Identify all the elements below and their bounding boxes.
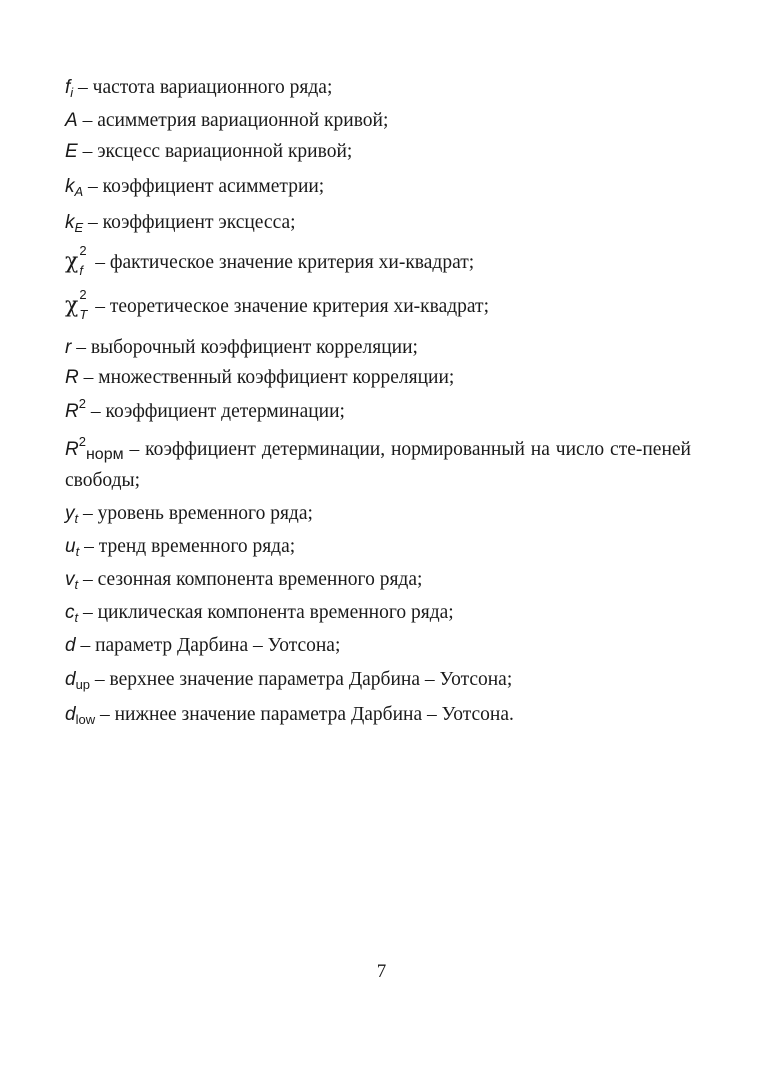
definition: – коэффициент асимметрии; xyxy=(88,176,325,197)
definition: – уровень временного ряда; xyxy=(83,503,313,524)
list-item xyxy=(65,242,695,278)
symbol-subscript: E xyxy=(74,220,84,235)
symbol-subscript: t xyxy=(74,511,79,526)
definition: – частота вариационного ряда; xyxy=(78,77,333,98)
symbol: d xyxy=(65,704,76,725)
symbol: χ xyxy=(65,249,79,274)
symbol: E xyxy=(65,141,78,162)
definition: – асимметрия вариационной кривой; xyxy=(82,110,389,131)
symbol: y xyxy=(65,503,75,524)
list-item xyxy=(65,209,695,236)
definition: – эксцесс вариационной кривой; xyxy=(82,141,353,162)
list-item xyxy=(65,364,695,391)
definition: – коэффициент эксцесса; xyxy=(88,212,296,233)
list-item xyxy=(65,334,695,361)
definition: – фактическое значение критерия хи-квадрат; xyxy=(95,252,475,273)
symbol-subscript: up xyxy=(75,677,91,692)
definition: – тренд временного ряда; xyxy=(84,536,296,557)
symbol-subscript: A xyxy=(74,184,84,199)
list-item xyxy=(65,138,695,165)
definition: – теоретическое значение критерия хи-квадрат; xyxy=(95,296,489,317)
list-item xyxy=(65,107,695,134)
list-item xyxy=(65,533,695,560)
definition: – выборочный коэффициент корреляции; xyxy=(76,337,418,358)
symbol: R xyxy=(65,367,79,388)
symbol-subscript: норм xyxy=(85,446,124,463)
definition: – параметр Дарбина – Уотсона; xyxy=(80,635,341,656)
symbol-subscript: f xyxy=(79,262,83,278)
list-item xyxy=(65,701,695,728)
definition: – множественный коэффициент корреляции; xyxy=(83,367,455,388)
list-item xyxy=(65,632,695,659)
symbol-subscript: T xyxy=(79,306,88,322)
list-item xyxy=(65,286,695,322)
list-item xyxy=(65,434,691,496)
symbol: d xyxy=(65,635,76,656)
definition: – верхнее значение параметра Дарбина – Уотсона; xyxy=(94,669,513,690)
symbol: R xyxy=(65,401,79,422)
symbol-indices xyxy=(78,242,90,278)
symbol: f xyxy=(65,77,71,98)
symbol: χ xyxy=(65,293,79,318)
symbol-subscript: t xyxy=(75,544,80,559)
definition: – коэффициент детерминации; xyxy=(90,401,345,422)
symbol: A xyxy=(65,110,78,131)
symbol: c xyxy=(65,602,75,623)
list-item xyxy=(65,566,695,593)
symbol: k xyxy=(65,176,75,197)
symbol-subscript: i xyxy=(70,85,74,100)
symbol-subscript: low xyxy=(75,712,96,727)
symbol-subscript: t xyxy=(74,577,79,592)
symbol: k xyxy=(65,212,75,233)
list-item xyxy=(65,74,695,101)
symbol-subscript: t xyxy=(74,610,79,625)
symbol: u xyxy=(65,536,76,557)
symbol-superscript: 2 xyxy=(79,242,87,258)
definition: – сезонная компонента временного ряда; xyxy=(83,569,423,590)
symbol: v xyxy=(65,569,75,590)
symbol-superscript: 2 xyxy=(79,286,87,302)
definition: – коэффициент детерминации, нормированный на число сте-пеней свободы; xyxy=(65,439,691,491)
list-item xyxy=(65,398,695,425)
definition: – циклическая компонента временного ряда; xyxy=(83,602,454,623)
page-number: 7 xyxy=(376,961,387,982)
symbol-superscript: 2 xyxy=(78,434,86,449)
symbol: R xyxy=(65,439,79,460)
notation-list xyxy=(65,72,695,728)
list-item xyxy=(65,666,695,693)
list-item xyxy=(65,599,695,626)
symbol: r xyxy=(65,337,72,358)
list-item xyxy=(65,173,695,200)
list-item xyxy=(65,500,695,527)
symbol-superscript: 2 xyxy=(78,396,86,411)
definition: – нижнее значение параметра Дарбина – Уотсона. xyxy=(99,704,514,725)
symbol-indices xyxy=(78,286,90,322)
symbol: d xyxy=(65,669,76,690)
